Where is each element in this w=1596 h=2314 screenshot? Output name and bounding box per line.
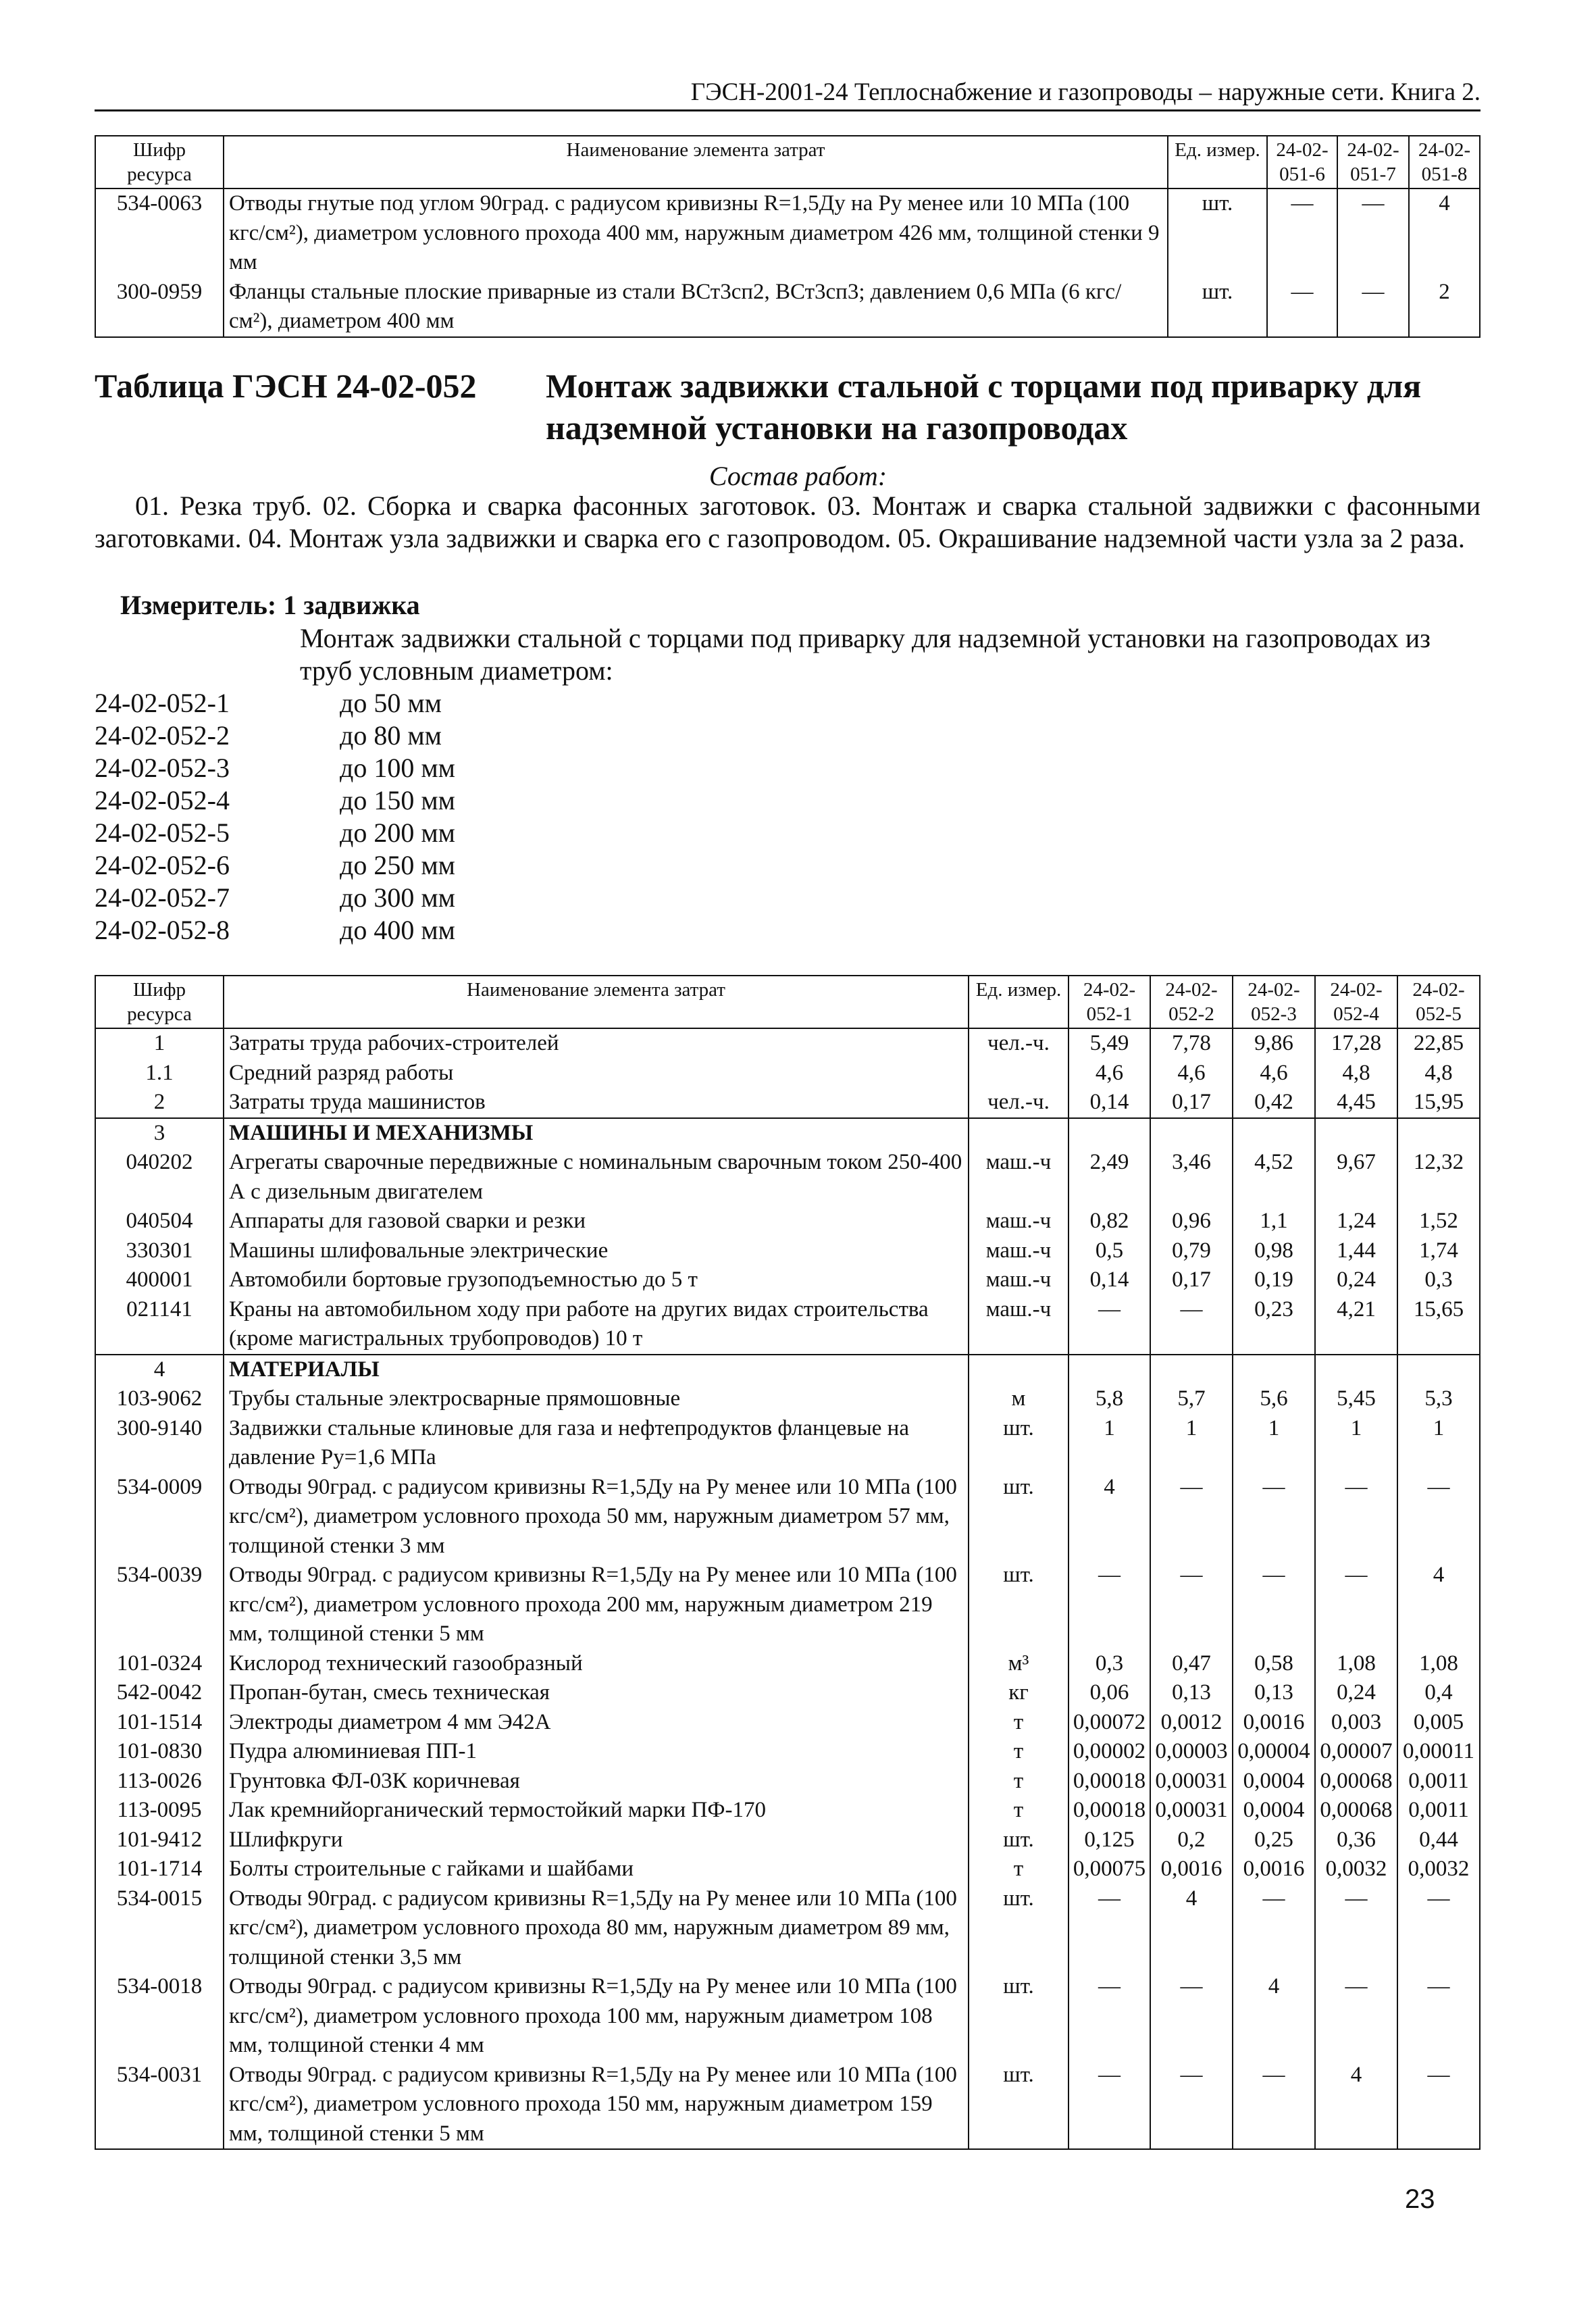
value-cell: 1,08 [1397,1649,1480,1679]
unit-cell: шт. [969,1414,1069,1473]
value-cell: 0,00002 [1069,1737,1150,1767]
value-cell: 0,47 [1150,1649,1233,1679]
table-row [95,1236,1480,1266]
resource-code: 101-1714 [95,1855,224,1884]
resource-code: 534-0039 [95,1561,224,1649]
resource-name: Лак кремнийорганический термостойкий марки ПФ-170 [224,1796,969,1826]
resource-code: 101-9412 [95,1826,224,1855]
resource-name: Отводы 90град. с радиусом кривизны R=1,5Ду на Ру менее или 10 МПа (100 кгс/см²), диаметром условного прохода 50 мм, наружным диаметром 57 мм, толщиной стенки 3 мм [224,1473,969,1561]
value-cell: 0,00068 [1315,1796,1397,1826]
table-row [95,2061,1480,2150]
resource-name: Машины шлифовальные электрические [224,1236,969,1266]
resource-name: Затраты труда машинистов [224,1088,969,1118]
resource-code: 113-0095 [95,1796,224,1826]
composition-heading: Состав работ: [709,461,887,491]
value-cell: 4,45 [1315,1088,1397,1118]
value-cell: — [1150,1295,1233,1355]
variant-code: 24-02-052-5 [95,818,230,848]
unit-cell: шт. [969,1473,1069,1561]
value-cell: 2,49 [1069,1148,1150,1207]
section-title: МАТЕРИАЛЫ [224,1355,969,1385]
value-cell: — [1150,1972,1233,2061]
unit-cell: шт. [1168,188,1267,278]
resource-code: 300-0959 [95,278,224,337]
col-header-variant: 24-02-052-4 [1315,976,1397,1028]
resource-code: 330301 [95,1236,224,1266]
table-row [95,1028,1480,1059]
table-row [95,1678,1480,1708]
table-row [95,1855,1480,1884]
section-row [95,1355,1480,1385]
unit-cell: чел.-ч. [969,1028,1069,1059]
value-cell: 0,17 [1150,1265,1233,1295]
value-cell: 4,8 [1397,1059,1480,1088]
value-cell: — [1150,1473,1233,1561]
value-cell: 1,44 [1315,1236,1397,1266]
unit-cell: т [969,1737,1069,1767]
value-cell: 0,19 [1233,1265,1315,1295]
resource-name: Электроды диаметром 4 мм Э42А [224,1708,969,1738]
value-cell: 0,0032 [1397,1855,1480,1884]
table-row [95,278,1480,337]
value-cell: — [1337,188,1409,278]
value-cell [1397,1118,1480,1149]
col-header-unit: Ед. измер. [969,976,1069,1028]
value-cell: 5,8 [1069,1384,1150,1414]
value-cell: — [1315,1884,1397,1973]
value-cell [1397,1355,1480,1385]
value-cell: 1 [1233,1414,1315,1473]
variant-code: 24-02-052-3 [95,753,230,783]
table-row [95,1414,1480,1473]
value-cell: 0,003 [1315,1708,1397,1738]
unit-cell: т [969,1796,1069,1826]
variant-item [95,817,702,849]
resource-name: Пропан-бутан, смесь техническая [224,1678,969,1708]
value-cell: 0,0016 [1233,1708,1315,1738]
value-cell: 0,00031 [1150,1767,1233,1796]
variant-item [95,849,702,882]
value-cell: 0,23 [1233,1295,1315,1355]
table-row [95,1884,1480,1973]
resource-code: 021141 [95,1295,224,1355]
resource-name: Отводы 90град. с радиусом кривизны R=1,5Ду на Ру менее или 10 МПа (100 кгс/см²), диаметром условного прохода 80 мм, наружным диаметром 89 мм, толщиной стенки 3,5 мм [224,1884,969,1973]
resource-name: Трубы стальные электросварные прямошовные [224,1384,969,1414]
value-cell: 4 [1233,1972,1315,2061]
table-row [95,1708,1480,1738]
table-row [95,1737,1480,1767]
resource-code: 534-0063 [95,188,224,278]
col-header-variant: 24-02-052-3 [1233,976,1315,1028]
resource-code: 101-1514 [95,1708,224,1738]
resource-code: 534-0009 [95,1473,224,1561]
resource-code: 300-9140 [95,1414,224,1473]
variant-size: до 250 мм [340,850,455,880]
value-cell: 0,25 [1233,1826,1315,1855]
value-cell: 0,44 [1397,1826,1480,1855]
table-row [95,188,1480,278]
value-cell [1315,1118,1397,1149]
value-cell: 0,24 [1315,1678,1397,1708]
unit-cell: шт. [969,1826,1069,1855]
value-cell: 5,3 [1397,1384,1480,1414]
value-cell: 5,49 [1069,1028,1150,1059]
unit-cell [969,1355,1069,1385]
resource-name: Автомобили бортовые грузоподъемностью до 5 т [224,1265,969,1295]
value-cell: 0,42 [1233,1088,1315,1118]
resource-name: Отводы гнутые под углом 90град. с радиусом кривизны R=1,5Ду на Ру менее или 10 МПа (100 кгс/см²), диаметром условного прохода 400 мм, наружным диаметром 426 мм, толщиной стенки 9 мм [224,188,1168,278]
value-cell: 0,0016 [1150,1855,1233,1884]
resource-name: Средний разряд работы [224,1059,969,1088]
resource-code: 103-9062 [95,1384,224,1414]
resource-name: Фланцы стальные плоские приварные из стали ВСт3сп2, ВСт3сп3; давлением 0,6 МПа (6 кгс/см²), диаметром 400 мм [224,278,1168,337]
table-row [95,1088,1480,1118]
variant-size: до 300 мм [340,882,455,913]
value-cell: 4,6 [1233,1059,1315,1088]
value-cell: 15,65 [1397,1295,1480,1355]
value-cell: 0,0012 [1150,1708,1233,1738]
value-cell: 0,79 [1150,1236,1233,1266]
col-header-variant: 24-02-051-6 [1267,136,1337,188]
value-cell: 0,0016 [1233,1855,1315,1884]
table-code: Таблица ГЭСН 24-02-052 [95,367,477,405]
unit-cell [969,1118,1069,1149]
variant-item [95,752,702,784]
resource-code: 101-0324 [95,1649,224,1679]
table-row [95,1295,1480,1355]
value-cell: 3,46 [1150,1148,1233,1207]
table-row [95,1265,1480,1295]
value-cell: 0,14 [1069,1088,1150,1118]
value-cell: 4,21 [1315,1295,1397,1355]
col-header-code: Шифр ресурса [95,136,224,188]
value-cell: — [1315,1473,1397,1561]
value-cell: 0,13 [1150,1678,1233,1708]
value-cell: 4 [1409,188,1480,278]
resource-name: Отводы 90град. с радиусом кривизны R=1,5Ду на Ру менее или 10 МПа (100 кгс/см²), диаметром условного прохода 200 мм, наружным диаметром 219 мм, толщиной стенки 5 мм [224,1561,969,1649]
value-cell: 4,6 [1150,1059,1233,1088]
value-cell: 0,36 [1315,1826,1397,1855]
resource-name: Болты строительные с гайками и шайбами [224,1855,969,1884]
value-cell [1233,1355,1315,1385]
resource-name: Агрегаты сварочные передвижные с номинальным сварочным током 250-400 А с дизельным двигателем [224,1148,969,1207]
value-cell: — [1315,1561,1397,1649]
value-cell: 0,00018 [1069,1767,1150,1796]
value-cell [1069,1118,1150,1149]
value-cell: 0,0011 [1397,1767,1480,1796]
variant-code: 24-02-052-1 [95,688,230,718]
unit-cell: чел.-ч. [969,1088,1069,1118]
composition-text: 01. Резка труб. 02. Сборка и сварка фасонных заготовок. 03. Монтаж и сварка стальной задвижки с фасонными заготовками. 04. Монтаж узла задвижки и сварка его с газопроводом. 05. Окрашивание надземной части узла за 2 раза. [95,491,1481,553]
table-row [95,1473,1480,1561]
value-cell: 0,00018 [1069,1796,1150,1826]
resource-name: Задвижки стальные клиновые для газа и нефтепродуктов фланцевые на давление Ру=1,6 МПа [224,1414,969,1473]
value-cell: 0,00007 [1315,1737,1397,1767]
variant-code: 24-02-052-2 [95,720,230,751]
unit-cell: маш.-ч [969,1236,1069,1266]
variant-size: до 50 мм [340,688,442,718]
value-cell: 0,5 [1069,1236,1150,1266]
variant-size: до 400 мм [340,915,455,945]
value-cell: 4,6 [1069,1059,1150,1088]
value-cell: — [1069,1295,1150,1355]
unit-cell: шт. [969,2061,1069,2150]
value-cell: 1 [1397,1414,1480,1473]
value-cell: 9,86 [1233,1028,1315,1059]
variant-item [95,914,702,947]
unit-cell: т [969,1767,1069,1796]
value-cell: — [1150,1561,1233,1649]
value-cell: 0,2 [1150,1826,1233,1855]
value-cell: 15,95 [1397,1088,1480,1118]
resource-name: Отводы 90град. с радиусом кривизны R=1,5Ду на Ру менее или 10 МПа (100 кгс/см²), диаметром условного прохода 150 мм, наружным диаметром 159 мм, толщиной стенки 5 мм [224,2061,969,2150]
variant-item [95,784,702,817]
value-cell: 4 [1397,1561,1480,1649]
col-header-name: Наименование элемента затрат [224,136,1168,188]
unit-cell [969,1059,1069,1088]
value-cell: 4 [1315,2061,1397,2150]
running-header: ГЭСН-2001-24 Теплоснабжение и газопроводы – наружные сети. Книга 2. [95,76,1481,111]
table-row [95,1796,1480,1826]
table-row [95,1207,1480,1236]
value-cell: — [1069,1972,1150,2061]
table-row [95,1384,1480,1414]
table-row [95,1561,1480,1649]
value-cell: — [1397,1972,1480,2061]
resource-code: 040504 [95,1207,224,1236]
resource-code: 040202 [95,1148,224,1207]
resource-code: 1 [95,1028,224,1059]
value-cell: 0,125 [1069,1826,1150,1855]
resource-code: 2 [95,1088,224,1118]
value-cell: — [1233,1561,1315,1649]
value-cell: 0,00031 [1150,1796,1233,1826]
value-cell: 0,0032 [1315,1855,1397,1884]
value-cell: — [1397,1884,1480,1973]
value-cell: 0,98 [1233,1236,1315,1266]
col-header-unit: Ед. измер. [1168,136,1267,188]
table-row [95,1148,1480,1207]
variant-item [95,882,702,914]
variant-size: до 200 мм [340,818,455,848]
value-cell: 0,13 [1233,1678,1315,1708]
value-cell: 0,06 [1069,1678,1150,1708]
unit-cell: маш.-ч [969,1148,1069,1207]
value-cell: 0,00011 [1397,1737,1480,1767]
col-header-name: Наименование элемента затрат [224,976,969,1028]
value-cell: 17,28 [1315,1028,1397,1059]
resource-name: Затраты труда рабочих-строителей [224,1028,969,1059]
variant-item [95,720,702,752]
value-cell: — [1337,278,1409,337]
variant-code: 24-02-052-4 [95,785,230,815]
variant-list [95,687,702,947]
variant-size: до 150 мм [340,785,455,815]
value-cell: 1 [1315,1414,1397,1473]
value-cell: 12,32 [1397,1148,1480,1207]
value-cell: 0,96 [1150,1207,1233,1236]
resource-table [95,975,1481,2150]
value-cell: 0,005 [1397,1708,1480,1738]
unit-cell: шт. [1168,278,1267,337]
unit-cell: м [969,1384,1069,1414]
resource-name: Кислород технический газообразный [224,1649,969,1679]
resource-code: 534-0031 [95,2061,224,2150]
table-row [95,1972,1480,2061]
col-header-variant: 24-02-051-7 [1337,136,1409,188]
value-cell: 0,17 [1150,1088,1233,1118]
value-cell: — [1069,2061,1150,2150]
resource-code: 113-0026 [95,1767,224,1796]
value-cell: — [1069,1884,1150,1973]
value-cell [1233,1118,1315,1149]
value-cell: 1 [1150,1414,1233,1473]
unit-cell: т [969,1855,1069,1884]
value-cell: 4,52 [1233,1148,1315,1207]
col-header-variant: 24-02-051-8 [1409,136,1480,188]
value-cell: 22,85 [1397,1028,1480,1059]
value-cell: 7,78 [1150,1028,1233,1059]
value-cell: 2 [1409,278,1480,337]
resource-name: Отводы 90град. с радиусом кривизны R=1,5Ду на Ру менее или 10 МПа (100 кгс/см²), диаметром условного прохода 100 мм, наружным диаметром 108 мм, толщиной стенки 4 мм [224,1972,969,2061]
resource-name: Аппараты для газовой сварки и резки [224,1207,969,1236]
value-cell [1315,1355,1397,1385]
col-header-variant: 24-02-052-5 [1397,976,1480,1028]
unit-cell: кг [969,1678,1069,1708]
resource-code: 400001 [95,1265,224,1295]
col-header-code: Шифр ресурса [95,976,224,1028]
value-cell: 0,00072 [1069,1708,1150,1738]
variant-item [95,687,702,720]
table-row [95,1649,1480,1679]
resource-code: 534-0015 [95,1884,224,1973]
unit-cell: шт. [969,1884,1069,1973]
value-cell: 9,67 [1315,1148,1397,1207]
resource-name: Грунтовка ФЛ-03К коричневая [224,1767,969,1796]
value-cell: 0,00075 [1069,1855,1150,1884]
value-cell: 5,45 [1315,1384,1397,1414]
variant-code: 24-02-052-6 [95,850,230,880]
resource-table-continuation [95,135,1481,338]
variant-code: 24-02-052-8 [95,915,230,945]
value-cell: 0,82 [1069,1207,1150,1236]
resource-code: 4 [95,1355,224,1385]
value-cell: 0,0011 [1397,1796,1480,1826]
resource-name: Краны на автомобильном ходу при работе на других видах строительства (кроме магистральных трубопроводов) 10 т [224,1295,969,1355]
table-row [95,1826,1480,1855]
unit-cell: маш.-ч [969,1265,1069,1295]
variant-size: до 100 мм [340,753,455,783]
value-cell: 1 [1069,1414,1150,1473]
value-cell: — [1233,2061,1315,2150]
section-row [95,1118,1480,1149]
value-cell: 0,0004 [1233,1767,1315,1796]
unit-cell: маш.-ч [969,1207,1069,1236]
value-cell [1150,1118,1233,1149]
value-cell: — [1267,188,1337,278]
section-title: МАШИНЫ И МЕХАНИЗМЫ [224,1118,969,1149]
value-cell: 0,4 [1397,1678,1480,1708]
resource-name: Пудра алюминиевая ПП-1 [224,1737,969,1767]
value-cell: 1,24 [1315,1207,1397,1236]
value-cell: 0,00003 [1150,1737,1233,1767]
value-cell: — [1397,1473,1480,1561]
resource-code: 1.1 [95,1059,224,1088]
table-name: Монтаж задвижки стальной с торцами под приварку для надземной установки на газопроводах [546,367,1422,447]
value-cell: 5,6 [1233,1384,1315,1414]
variants-description: Монтаж задвижки стальной с торцами под приварку для надземной установки на газопроводах из труб условным диаметром: [300,623,1431,686]
value-cell: 0,14 [1069,1265,1150,1295]
table-row [95,1059,1480,1088]
value-cell: — [1397,2061,1480,2150]
unit-cell: т [969,1708,1069,1738]
unit-cell: м³ [969,1649,1069,1679]
variant-code: 24-02-052-7 [95,882,230,913]
value-cell: — [1233,1473,1315,1561]
value-cell: 1,08 [1315,1649,1397,1679]
value-cell: 0,24 [1315,1265,1397,1295]
page-number: 23 [1405,2184,1435,2214]
value-cell: 0,58 [1233,1649,1315,1679]
value-cell: — [1315,1972,1397,2061]
unit-cell: шт. [969,1561,1069,1649]
resource-code: 542-0042 [95,1678,224,1708]
value-cell: — [1267,278,1337,337]
value-cell: 0,0004 [1233,1796,1315,1826]
table-row [95,1767,1480,1796]
unit-cell: маш.-ч [969,1295,1069,1355]
value-cell [1069,1355,1150,1385]
value-cell: — [1150,2061,1233,2150]
value-cell: 0,00004 [1233,1737,1315,1767]
value-cell: — [1233,1884,1315,1973]
value-cell: 4,8 [1315,1059,1397,1088]
value-cell: 4 [1069,1473,1150,1561]
value-cell: 0,3 [1069,1649,1150,1679]
resource-name: Шлифкруги [224,1826,969,1855]
col-header-variant: 24-02-052-2 [1150,976,1233,1028]
unit-cell: шт. [969,1972,1069,2061]
value-cell: 0,3 [1397,1265,1480,1295]
resource-code: 534-0018 [95,1972,224,2061]
resource-code: 101-0830 [95,1737,224,1767]
value-cell: 0,00068 [1315,1767,1397,1796]
value-cell: 1,1 [1233,1207,1315,1236]
value-cell: 4 [1150,1884,1233,1973]
value-cell: — [1069,1561,1150,1649]
resource-code: 3 [95,1118,224,1149]
variant-size: до 80 мм [340,720,442,751]
value-cell: 1,74 [1397,1236,1480,1266]
meter-label: Измеритель: 1 задвижка [120,590,420,620]
value-cell [1150,1355,1233,1385]
value-cell: 1,52 [1397,1207,1480,1236]
value-cell: 5,7 [1150,1384,1233,1414]
col-header-variant: 24-02-052-1 [1069,976,1150,1028]
